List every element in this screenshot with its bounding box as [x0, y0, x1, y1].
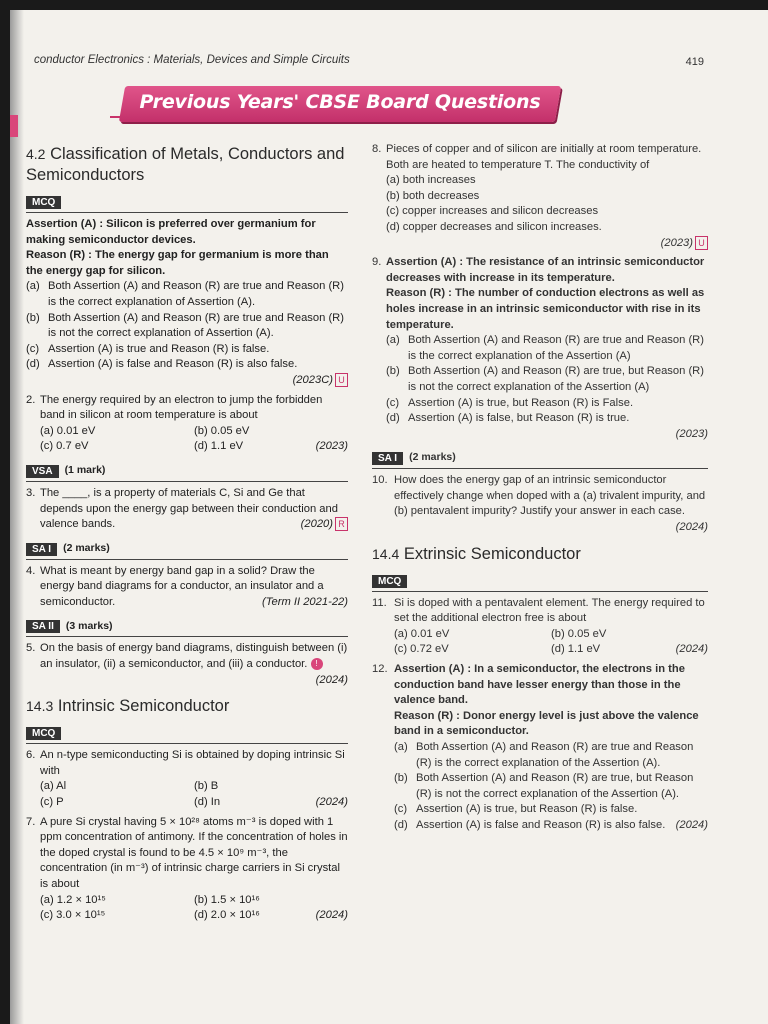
section-heading: 14.4 Extrinsic Semiconductor	[372, 544, 581, 563]
option-d: (d) Assertion (A) is false and Reason (R) is also false. (2023C) U	[26, 357, 348, 388]
marks-label: (2 marks)	[63, 541, 110, 554]
option-a: (a) Both Assertion (A) and Reason (R) are true and Reason (R) is the correct explanation of Assertion (A).	[26, 280, 344, 308]
textbook-page	[10, 10, 768, 1024]
question-2: 2. The energy required by an electron to jump the forbidden band in silicon at room temperature is about (a) 0.01 eV (b) 0.05 eV (c) 0.7 eV (d) 1.1 eV (2023)	[26, 393, 348, 455]
section-heading: 14.3 Intrinsic Semiconductor	[26, 697, 230, 716]
u-icon: U	[695, 236, 708, 250]
binding-shadow	[10, 10, 24, 1024]
question-8: 8. Pieces of copper and of silicon are initially at room temperature. Both are heated to temperature T. The conductivity of (a) both increases (b) both decreases (c) copper increases and silicon decreases (d) copper decreases and silicon increases. (2023) U	[372, 142, 708, 251]
mcq-badge: MCQ	[372, 575, 407, 588]
chapter-tab	[10, 115, 18, 137]
question-1	[26, 217, 348, 389]
question-11: 11. Si is doped with a pentavalent element. The energy required to set the additional electron free is about (a) 0.01 eV (b) 0.05 eV (c) 0.72 eV (d) 1.1 eV (2024)	[372, 596, 708, 656]
assertion-text: Assertion (A) : Silicon is preferred over germanium for making semiconductor devices.	[26, 218, 316, 246]
sa1-header	[26, 539, 348, 560]
option-c: (c) Assertion (A) is true and Reason (R) is false.	[26, 342, 270, 355]
sa2-badge: SA II	[26, 620, 60, 633]
year-tag: (2023)	[315, 440, 348, 453]
question-3: 3. The ____, is a property of materials C, Si and Ge that depends upon the energy gap between their conduction and valence bands. (2020) R	[26, 486, 348, 533]
question-9: 9. Assertion (A) : The resistance of an intrinsic semiconductor decreases with increase in its temperature. Reason (R) : The number of conduction electrons as well as holes increase in an intrinsic semiconductor with rise in its temperature. (a) Both Assertion (A) and Reason (R) are true and Reason (R) is the correct explanation of the Assertion (A) (b) Both Assertion (A) and Reason (R) are true, but Reason (R) is not the correct explanation of the Assertion (A) (c) Assertion (A) is true, but Reason (R) is False. (d) Assertion (A) is false, but Reason (R) is true. (2023)	[372, 256, 708, 440]
left-column	[26, 140, 348, 926]
mcq-badge: MCQ	[26, 727, 61, 740]
options-grid: (a) 0.01 eV (b) 0.05 eV (c) 0.7 eV (d) 1.1 eV (2023)	[40, 424, 348, 455]
marks-label: (1 mark)	[64, 464, 106, 477]
running-head: conductor Electronics : Materials, Devices and Simple Circuits	[34, 54, 350, 66]
question-10: 10. How does the energy gap of an intrinsic semiconductor effectively change when doped with a (a) trivalent impurity, and (b) pentavalent impurity? Justify your answer in each case. (2024)	[372, 474, 708, 534]
reason-text: Reason (R) : The energy gap for germanium is more than the energy gap for silicon.	[26, 249, 329, 277]
question-7: 7. A pure Si crystal having 5 × 10²⁸ atoms m⁻³ is doped with 1 ppm concentration of antimony. If the concentration of holes in the doped crystal is found to be 4.5 × 10⁹ m⁻³, the concentration (in m⁻³) of intrinsic charge carriers in Si crystal is about (a) 1.2 × 10¹⁵ (b) 1.5 × 10¹⁶ (c) 3.0 × 10¹⁵ (d) 2.0 × 10¹⁶ (2024)	[26, 815, 348, 922]
tip-icon: !	[311, 658, 323, 670]
question-12: 12. Assertion (A) : In a semiconductor, the electrons in the conduction band have lesser energy than those in the valence band. Reason (R) : Donor energy level is just above the valence band in a semiconductor. (a) Both Assertion (A) and Reason (R) are true and Reason (R) is the correct explanation of the Assertion (A). (b) Both Assertion (A) and Reason (R) are true, but Reason (R) is not the correct explanation of the Assertion (A). (c) Assertion (A) is true, but Reason (R) is false. (d) Assertion (A) is false and Reason (R) is also false. (2024)	[372, 663, 708, 831]
question-6: 6. An n-type semiconducting Si is obtained by doping intrinsic Si with (a) Al (b) B (c) P (d) In (2024)	[26, 749, 348, 809]
year-tag: (2023C) U	[293, 373, 348, 389]
sa1-badge: SA I	[372, 452, 403, 465]
vsa-badge: VSA	[26, 465, 59, 478]
page-number: 419	[685, 56, 704, 68]
section-heading	[26, 144, 348, 186]
u-icon: U	[335, 373, 348, 387]
sa1-header	[372, 448, 708, 469]
question-4: 4. What is meant by energy band gap in a solid? Draw the energy band diagrams for a conductor, an insulator and a semiconductor. (Term II 2021-22)	[26, 564, 348, 608]
mcq-badge: MCQ	[26, 196, 61, 209]
marks-label: (3 marks)	[65, 619, 113, 632]
r-icon: R	[335, 517, 348, 531]
section-title: Classification of Metals, Conductors and Semiconductors	[26, 145, 345, 184]
section-number: 4.2	[26, 146, 46, 162]
marks-label: (2 marks)	[409, 451, 456, 464]
sa1-badge: SA I	[26, 543, 57, 556]
mcq-header	[26, 192, 348, 213]
question-text: The energy required by an electron to jump the forbidden band in silicon at room temperature is about	[40, 393, 323, 422]
question-5: 5. On the basis of energy band diagrams, distinguish between (i) an insulator, (ii) a semiconductor, and (iii) a conductor. ! (2024)	[26, 642, 348, 686]
banner-title: Previous Years' CBSE Board Questions	[139, 91, 541, 113]
vsa-header	[26, 461, 348, 482]
option-b: (b) Both Assertion (A) and Reason (R) are true and Reason (R) is not the correct explanation of Assertion (A).	[26, 311, 344, 340]
mcq-header	[372, 571, 708, 592]
mcq-header	[26, 723, 348, 744]
sa2-header	[26, 616, 348, 637]
right-column	[372, 140, 708, 836]
